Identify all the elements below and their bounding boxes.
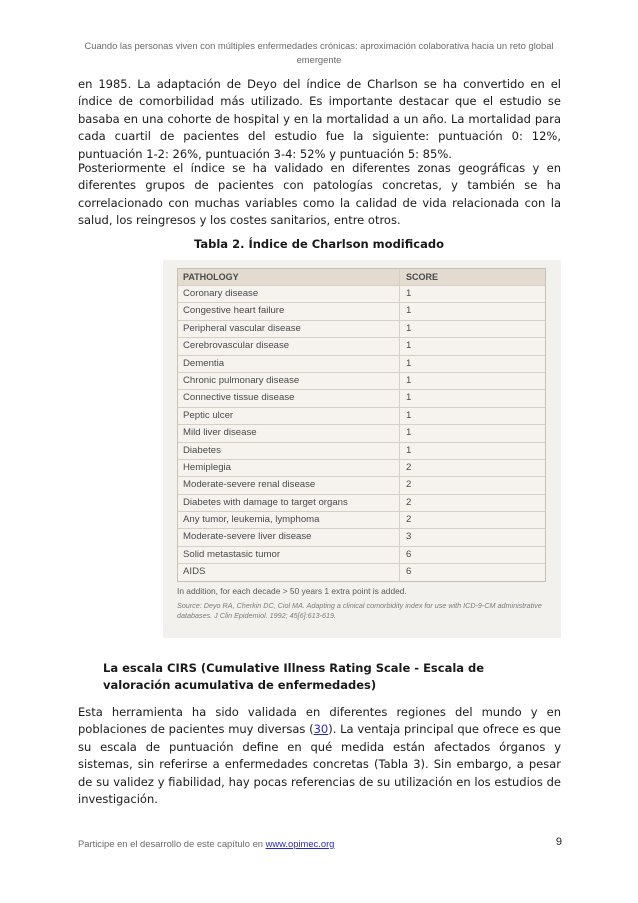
pathology-cell: Moderate-severe liver disease (178, 529, 400, 545)
pathology-cell: Cerebrovascular disease (178, 338, 400, 354)
table-row (178, 476, 545, 493)
score-cell: 1 (406, 288, 412, 299)
charlson-table (177, 268, 546, 582)
table-row (178, 511, 545, 528)
table-row (178, 407, 545, 424)
score-cell: 1 (406, 444, 412, 456)
charlson-table-figure (163, 260, 561, 638)
score-cell: 6 (406, 548, 412, 560)
score-cell: 1 (406, 427, 412, 439)
table-row (178, 372, 545, 389)
table-row (178, 442, 545, 459)
header-score: SCORE (406, 272, 439, 282)
table-row (178, 563, 545, 580)
footer-text: Participe en el desarrollo de este capítulo en (78, 838, 266, 849)
pathology-cell: Mild liver disease (178, 425, 400, 441)
score-cell: 2 (406, 514, 412, 526)
pathology-cell: Coronary disease (178, 286, 400, 302)
table-caption: Tabla 2. Índice de Charlson modificado (194, 237, 444, 251)
table-source: Source: Deyo RA, Cherkin DC, Ciol MA. Adapting a clinical comorbidity index for use with ICD-9-CM administrative databases. J Clin Epidemiol. 1992; 45[6]:613-619. (177, 601, 542, 620)
pathology-cell: Hemiplegia (178, 460, 400, 476)
table-row (178, 355, 545, 372)
score-cell: 1 (406, 357, 412, 369)
score-cell: 2 (406, 479, 412, 491)
score-cell: 2 (406, 461, 412, 473)
pathology-cell: Moderate-severe renal disease (178, 477, 400, 493)
reference-link[interactable]: 30 (313, 722, 329, 737)
score-cell: 1 (406, 392, 412, 404)
pathology-cell: Any tumor, leukemia, lymphoma (178, 512, 400, 528)
score-cell: 3 (406, 531, 412, 543)
table-note: In addition, for each decade > 50 years 1 extra point is added. (177, 586, 407, 596)
paragraph-cirs (78, 704, 561, 808)
table-row (178, 459, 545, 476)
running-header: Cuando las personas viven con múltiples enfermedades crónicas: aproximación colaborativa hacia un reto global emergente (84, 40, 554, 65)
header-pathology: PATHOLOGY (178, 269, 400, 285)
footer-link[interactable]: www.opimec.org (265, 838, 335, 849)
score-cell: 1 (406, 409, 412, 421)
footer (78, 838, 334, 849)
score-cell: 1 (406, 374, 412, 386)
table-row (178, 320, 545, 337)
table-row (178, 302, 545, 319)
pathology-cell: Dementia (178, 356, 400, 372)
pathology-cell: Connective tissue disease (178, 390, 400, 406)
table-row (178, 337, 545, 354)
pathology-cell: Peripheral vascular disease (178, 321, 400, 337)
score-cell: 6 (406, 566, 412, 578)
paragraph-cirs-text-a: Esta herramienta ha sido validada en diferentes regiones del mundo y en poblaciones de pacientes muy diversas ( (78, 705, 561, 737)
paragraph-cirs-text-b: ). La ventaja principal que ofrece es que su escala de puntuación define en qué medida están afectados órganos y sistemas, sin referirse a enfermedades concretas (Tabla 3). Sin embargo, a pesar de su validez y fiabilidad, hay pocas referencias de su utilización en los estudios de investigación. (78, 722, 561, 807)
page-number: 9 (555, 836, 562, 848)
table-row (178, 285, 545, 302)
table-header-row (178, 269, 545, 285)
table-row (178, 389, 545, 406)
table-row (178, 546, 545, 563)
table-row (178, 424, 545, 441)
score-cell: 1 (406, 322, 412, 334)
paragraph-deyo-adaptation: en 1985. La adaptación de Deyo del índice de Charlson se ha convertido en el índice de comorbilidad más utilizado. Es importante destacar que el estudio se basaba en una cohorte de hospital y en la mortalidad a un año. La mortalidad para cada cuartil de pacientes del estudio fue la siguiente: puntuación 0: 12%, puntuación 1-2: 26%, puntuación 3-4: 52% y puntuación 5: 85%. (78, 77, 561, 161)
score-cell: 2 (406, 496, 412, 508)
table-row (178, 494, 545, 511)
pathology-cell: AIDS (178, 564, 400, 580)
pathology-cell: Solid metastasic tumor (178, 547, 400, 563)
pathology-cell: Chronic pulmonary disease (178, 373, 400, 389)
section-heading-cirs: La escala CIRS (Cumulative Illness Rating Scale - Escala de valoración acumulativa de enfermedades) (103, 661, 485, 693)
score-cell: 1 (406, 340, 412, 352)
score-cell: 1 (406, 305, 412, 317)
paragraph-validation: Posteriormente el índice se ha validado en diferentes zonas geográficas y en diferentes grupos de pacientes con patologías concretas, y también se ha correlacionado con muchas variables como la calidad de vida relacionada con la salud, los reingresos y los costes sanitarios, entre otros. (78, 161, 561, 228)
pathology-cell: Diabetes with damage to target organs (178, 495, 400, 511)
pathology-cell: Diabetes (178, 443, 400, 459)
pathology-cell: Peptic ulcer (178, 408, 400, 424)
pathology-cell: Congestive heart failure (178, 303, 400, 319)
table-row (178, 528, 545, 545)
